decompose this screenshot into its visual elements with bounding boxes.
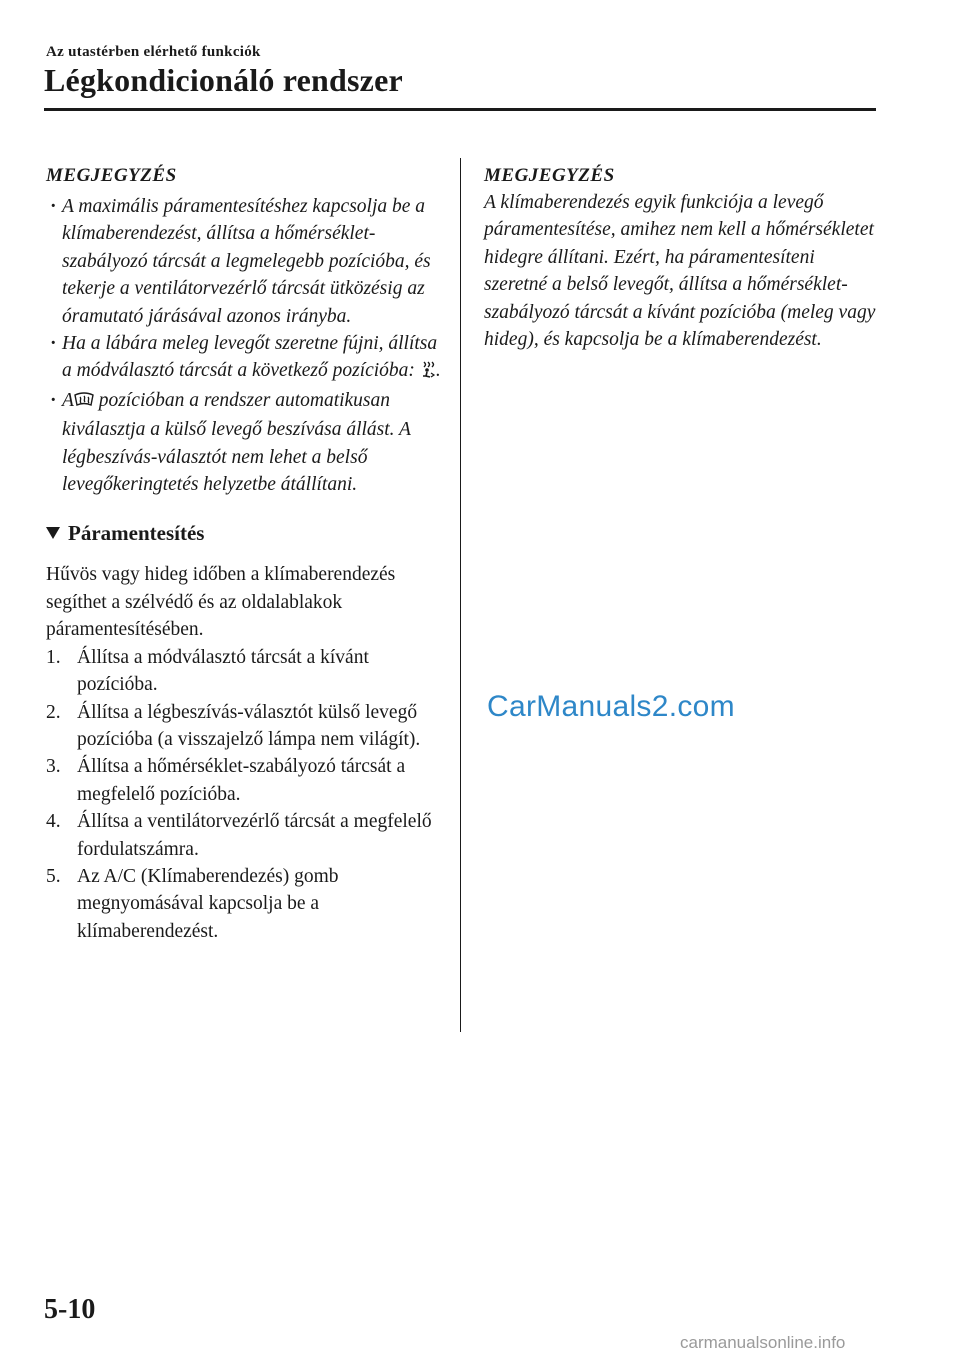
- page-title: Légkondicionáló rendszer: [44, 62, 403, 98]
- page-number: 5-10: [44, 1294, 96, 1325]
- section-heading: [46, 518, 442, 547]
- step-item: [46, 753, 442, 808]
- note-text: A klímaberendezés egyik funkciója a levegő páramentesítése, amihez nem kell a hőmérsékletet hidegre állítani. Ezért, ha páramentesíteni szeretné a belső levegőt, állítsa a hőmérséklet-szabályozó tárcsát a kívánt pozícióba (meleg vagy hideg), és kapcsolja be a klímaberendezést.: [484, 192, 876, 351]
- step-number: 5.: [46, 865, 61, 887]
- footer-watermark: carmanualsonline.info: [680, 1333, 846, 1352]
- note-bullet-item: [46, 387, 442, 499]
- step-item: [46, 644, 442, 699]
- left-column: [46, 162, 442, 945]
- note-bullet-list: [46, 193, 442, 498]
- step-item: [46, 863, 442, 945]
- section-heading-text: Páramentesítés: [68, 521, 205, 546]
- floor-defrost-mode-icon: [420, 359, 436, 386]
- note-heading: MEGJEGYZÉS: [46, 165, 177, 186]
- windshield-defrost-icon: [74, 389, 94, 416]
- note-bullet-item: [46, 330, 442, 387]
- running-header-section: Az utastérben elérhető funkciók: [46, 44, 261, 60]
- bullet-dot: ·: [50, 196, 57, 217]
- step-text: Állítsa a ventilátorvezérlő tárcsát a megfelelő fordulatszámra.: [77, 811, 432, 860]
- note-bullet-text-end: .: [435, 360, 441, 382]
- note-bullet-text: Ha a lábára meleg levegőt szeretne fújni, állítsa a módválasztó tárcsát a következő pozícióba:: [62, 333, 438, 382]
- triangle-down-icon: [46, 518, 60, 546]
- section-intro: Hűvös vagy hideg időben a klímaberendezés segíthet a szélvédő és az oldalablakok páramentesítésében.: [46, 564, 396, 641]
- header-rule: [44, 108, 876, 111]
- note-bullet-text: A maximális páramentesítéshez kapcsolja be a klímaberendezést, állítsa a hőmérséklet-szabályozó tárcsát a legmelegebb pozícióba, és tekerje a ventilátorvezérlő tárcsát ütközésig az óramutató járásával azonos irányba.: [62, 196, 431, 327]
- step-number: 4.: [46, 811, 61, 833]
- step-item: [46, 699, 442, 754]
- step-list: [46, 644, 442, 945]
- column-divider: [460, 158, 461, 1032]
- note-bullet-item: [46, 193, 442, 330]
- step-text: Állítsa a hőmérséklet-szabályozó tárcsát a megfelelő pozícióba.: [77, 756, 406, 805]
- watermark-logo: CarManuals2.com: [487, 690, 735, 723]
- step-text: Állítsa a módválasztó tárcsát a kívánt pozícióba.: [77, 646, 369, 696]
- note-bullet-text: A: [62, 389, 74, 411]
- step-number: 1.: [46, 646, 61, 668]
- step-text: Az A/C (Klímaberendezés) gomb megnyomásával kapcsolja be a klímaberendezést.: [77, 865, 339, 942]
- step-text: Állítsa a légbeszívás-választót külső levegő pozícióba (a visszajelző lámpa nem világít).: [77, 701, 421, 750]
- right-column: [484, 162, 880, 353]
- step-number: 2.: [46, 701, 61, 723]
- step-number: 3.: [46, 756, 61, 778]
- note-bullet-text-end: pozícióban a rendszer automatikusan kiválasztja a külső levegő beszívása állást. A légbeszívás-választót nem lehet a belső levegőkeringtetés helyzetbe átállítani.: [62, 389, 411, 496]
- bullet-dot: ·: [50, 333, 57, 355]
- note-heading: MEGJEGYZÉS: [484, 165, 615, 186]
- bullet-dot: ·: [50, 389, 57, 411]
- step-item: [46, 808, 442, 863]
